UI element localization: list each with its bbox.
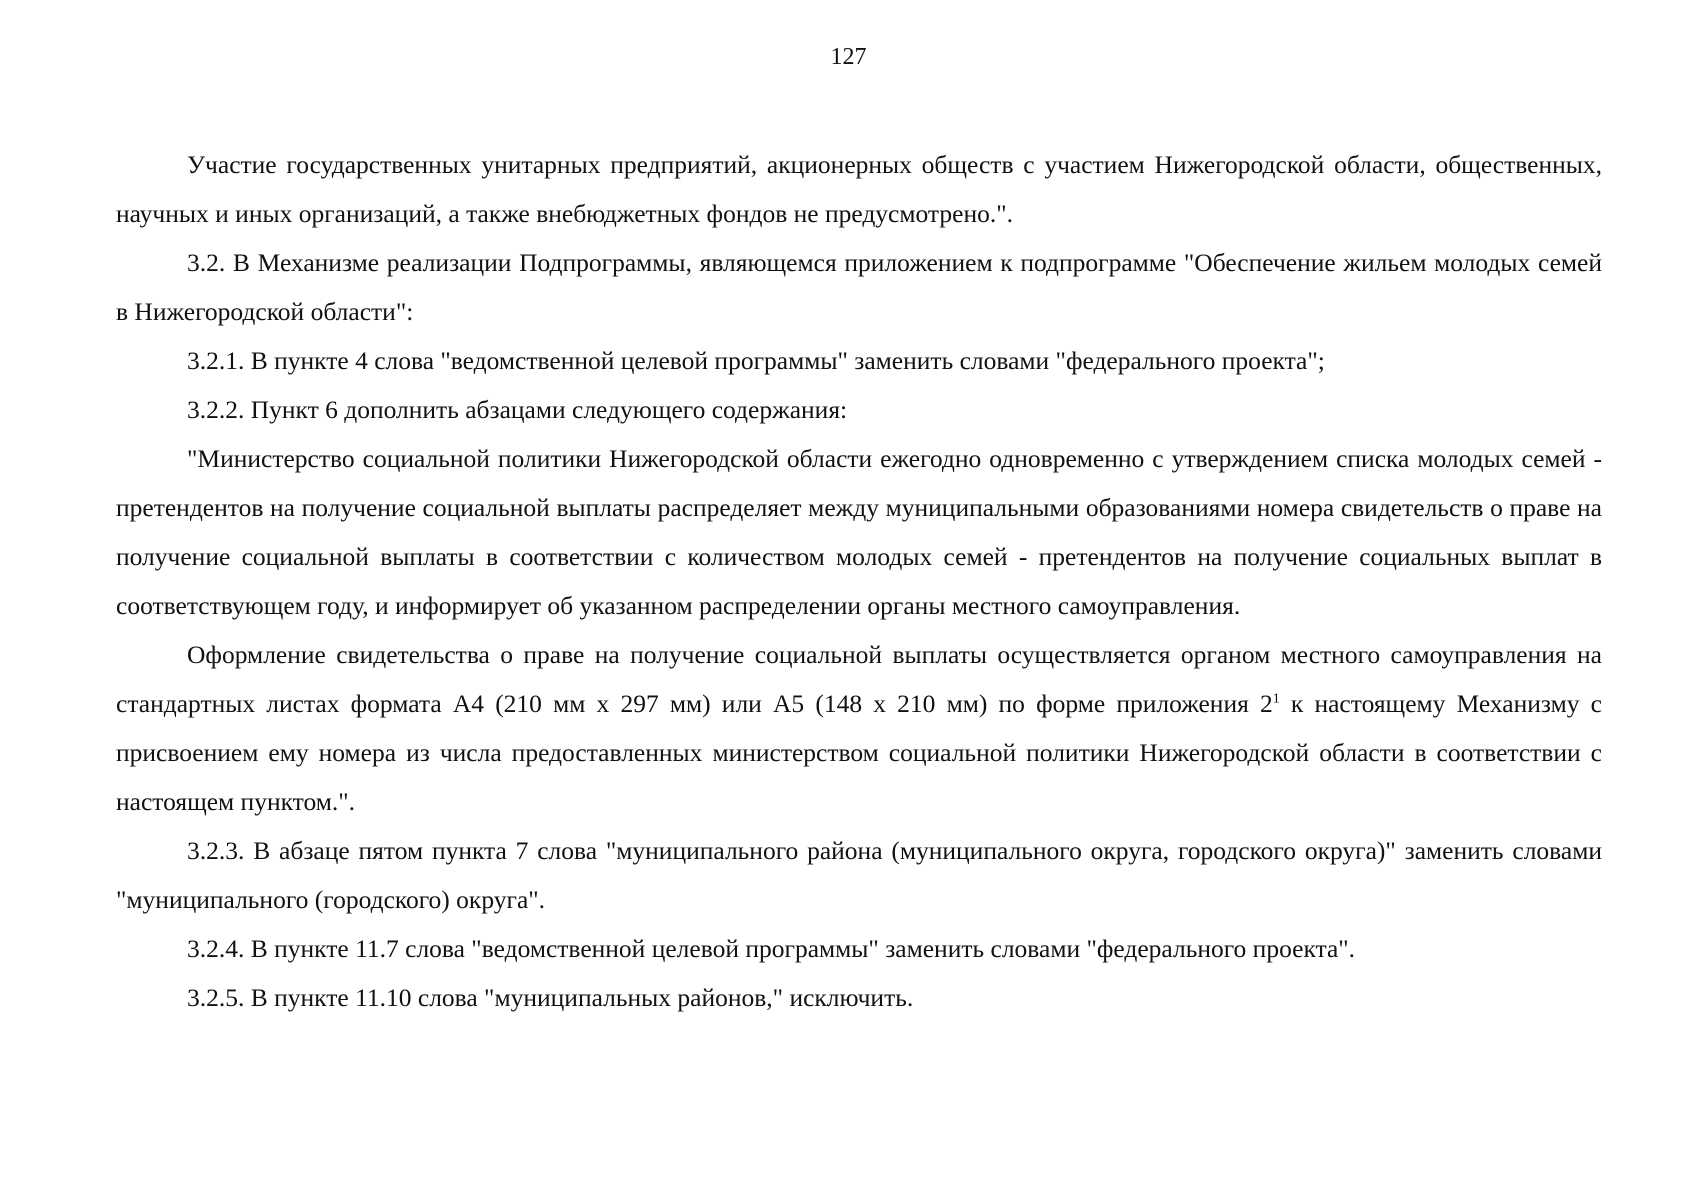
paragraph-participation: Участие государственных унитарных предприятий, акционерных обществ с участием Нижегородской области, общественных, научных и иных организаций, а также внебюджетных фондов не предусмотрено.". <box>116 150 1602 228</box>
paragraph-3-2-2: 3.2.2. Пункт 6 дополнить абзацами следующего содержания: <box>187 395 848 424</box>
page-number: 127 <box>830 44 867 70</box>
paragraph-3-2: 3.2. В Механизме реализации Подпрограммы, являющемся приложением к подпрограмме "Обеспечение жильем молодых семей в Нижегородской области": <box>116 248 1602 326</box>
paragraph-certificate <box>116 630 1602 826</box>
appendix-superscript: 1 <box>1272 691 1280 707</box>
paragraph-certificate-text-before: Оформление свидетельства о праве на получение социальной выплаты осуществляется органом местного самоуправления на стандартных листах формата А4 (210 мм x 297 мм) или А5 (148 x 210 мм) по форме приложения 2 <box>116 640 1602 718</box>
paragraph-3-2-3: 3.2.3. В абзаце пятом пункта 7 слова "муниципального района (муниципального округа, городского округа)" заменить словами "муниципального (городского) округа". <box>116 836 1602 914</box>
paragraph-3-2-1: 3.2.1. В пункте 4 слова "ведомственной целевой программы" заменить словами "федерального проекта"; <box>187 346 1325 375</box>
paragraph-3-2-4: 3.2.4. В пункте 11.7 слова "ведомственной целевой программы" заменить словами "федерального проекта". <box>187 934 1356 963</box>
paragraph-certificate-text-after: к настоящему Механизму с присвоением ему номера из числа предоставленных министерством социальной политики Нижегородской области в соответствии с настоящем пунктом.". <box>116 689 1602 816</box>
paragraph-ministry: "Министерство социальной политики Нижегородской области ежегодно одновременно с утверждением списка молодых семей - претендентов на получение социальной выплаты распределяет между муниципальными образованиями номера свидетельств о праве на получение социальной выплаты в соответствии с количеством молодых семей - претендентов на получение социальных выплат в соответствующем году, и информирует об указанном распределении органы местного самоуправления. <box>116 444 1602 620</box>
paragraph-3-2-5: 3.2.5. В пункте 11.10 слова "муниципальных районов," исключить. <box>187 983 914 1012</box>
document-body <box>116 140 1602 1022</box>
